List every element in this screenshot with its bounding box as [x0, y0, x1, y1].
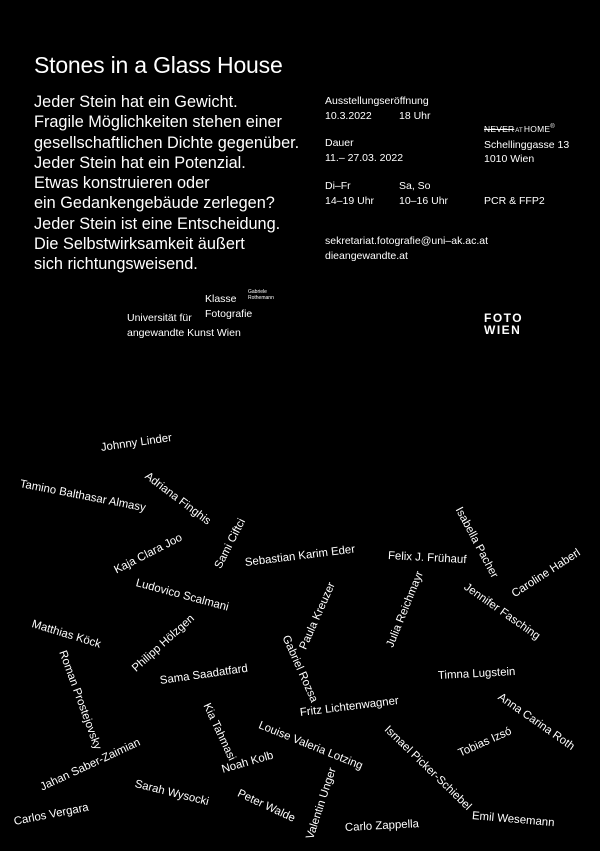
professor-name [248, 289, 274, 301]
logo-wien: WIEN [484, 323, 522, 337]
artist-name: Emil Wesemann [471, 810, 555, 830]
artist-name: Tamino Balthasar Almasy [18, 478, 147, 515]
professor-last-name: Rothemann [248, 295, 274, 301]
artist-name: Kaja Clara Joo [112, 531, 185, 577]
logo-home: HOME [523, 124, 551, 134]
statement-line: Jeder Stein hat ein Potenzial. [34, 153, 246, 172]
statement-line: ein Gedankengebäude zerlegen? [34, 194, 275, 213]
statement-line: sich richtungsweisend. [34, 255, 198, 274]
artist-name: Kia Tahmasi [200, 701, 238, 763]
duration-dates: 11.– 27.03. 2022 [325, 152, 404, 164]
fotografie-label: Fotografie [205, 308, 253, 320]
artist-name: Sama Saadatfard [159, 662, 249, 687]
opening-date: 10.3.2022 [325, 110, 372, 122]
artist-name: Anna Carina Roth [495, 691, 577, 753]
artist-name: Isabella Pacher [452, 505, 501, 581]
artist-name: Noah Kolb [220, 749, 275, 776]
weekday-days: Di–Fr [325, 180, 351, 192]
artist-name: Valentin Unger [304, 766, 339, 841]
covid-rules: PCR & FFP2 [484, 195, 545, 207]
website-link[interactable]: dieangewandte.at [325, 250, 408, 262]
artist-name: Tobias Izsó [456, 725, 514, 760]
klasse-label: Klasse [205, 293, 237, 305]
artist-name: Sebastian Karim Eder [244, 543, 356, 569]
artist-name: Sarah Wysocki [133, 778, 211, 809]
statement-line: Etwas konstruieren oder [34, 174, 210, 193]
artist-name: Jennifer Fasching [461, 581, 543, 643]
artist-name: Peter Walde [235, 787, 297, 825]
statement-line: Jeder Stein hat ein Gewicht. [34, 93, 238, 111]
artist-name: Ismael Picker-Schiebel [381, 723, 474, 813]
venue-city: 1010 Wien [484, 153, 535, 165]
logo-registered: ® [550, 124, 555, 131]
opening-label: Ausstellungseröffnung [325, 95, 429, 107]
artist-name: Caroline Haberl [509, 546, 583, 601]
artist-name: Felix J. Frühauf [387, 550, 467, 567]
foto-wien-logo [484, 312, 523, 336]
duration-label: Dauer [325, 137, 354, 149]
artist-name: Gabriel Rozsa [279, 633, 320, 705]
poster-title: Stones in a Glass House [34, 52, 283, 78]
artist-name: Fritz Lichtenwagner [299, 694, 400, 719]
artist-name: Matthias Köck [30, 618, 103, 651]
contact-email[interactable]: sekretariat.fotografie@uni–ak.ac.at [325, 235, 488, 247]
weekend-hours: 10–16 Uhr [399, 195, 449, 207]
never-at-home-logo [484, 124, 555, 134]
artist-name: Carlos Vergara [12, 801, 90, 828]
statement-line: Jeder Stein ist eine Entscheidung. [34, 214, 281, 233]
artist-name: Sami Ciftci [212, 516, 249, 571]
statement-line: gesellschaftlichen Dichte gegenüber. [34, 133, 300, 152]
university-line2: angewandte Kunst Wien [127, 327, 241, 339]
logo-foto: FOTO [484, 311, 524, 325]
statement-line: Fragile Möglichkeiten stehen einer [34, 113, 282, 132]
professor-first-name: Gabriele [248, 289, 267, 295]
weekend-days: Sa, So [399, 180, 431, 192]
artist-name: Julia Reichmayr [384, 569, 426, 650]
venue-street: Schellinggasse 13 [484, 139, 570, 151]
weekday-hours: 14–19 Uhr [325, 195, 375, 207]
artist-name: Jahan Saber-Zaimian [38, 736, 143, 794]
university-line1: Universität für [127, 312, 192, 324]
artist-name: Paula Kreuzer [297, 580, 338, 652]
artist-name: Philipp Hölzgen [129, 612, 197, 675]
artist-name: Louise Valeria Lotzing [256, 719, 365, 773]
statement-line: Die Selbstwirksamkeit äußert [34, 235, 245, 254]
artist-name: Adriana Finghis [142, 470, 213, 528]
logo-at: AT [515, 128, 523, 134]
artist-name: Ludovico Scalmani [134, 577, 230, 614]
artist-name: Johnny Linder [100, 432, 173, 454]
logo-never: NEVER [484, 124, 515, 134]
artist-name: Carlo Zappella [344, 818, 420, 834]
artist-name: Roman Prostejovsky [56, 648, 104, 752]
statement-text [34, 92, 299, 275]
opening-time: 18 Uhr [399, 110, 431, 122]
artist-name: Timna Lugstein [437, 665, 516, 682]
